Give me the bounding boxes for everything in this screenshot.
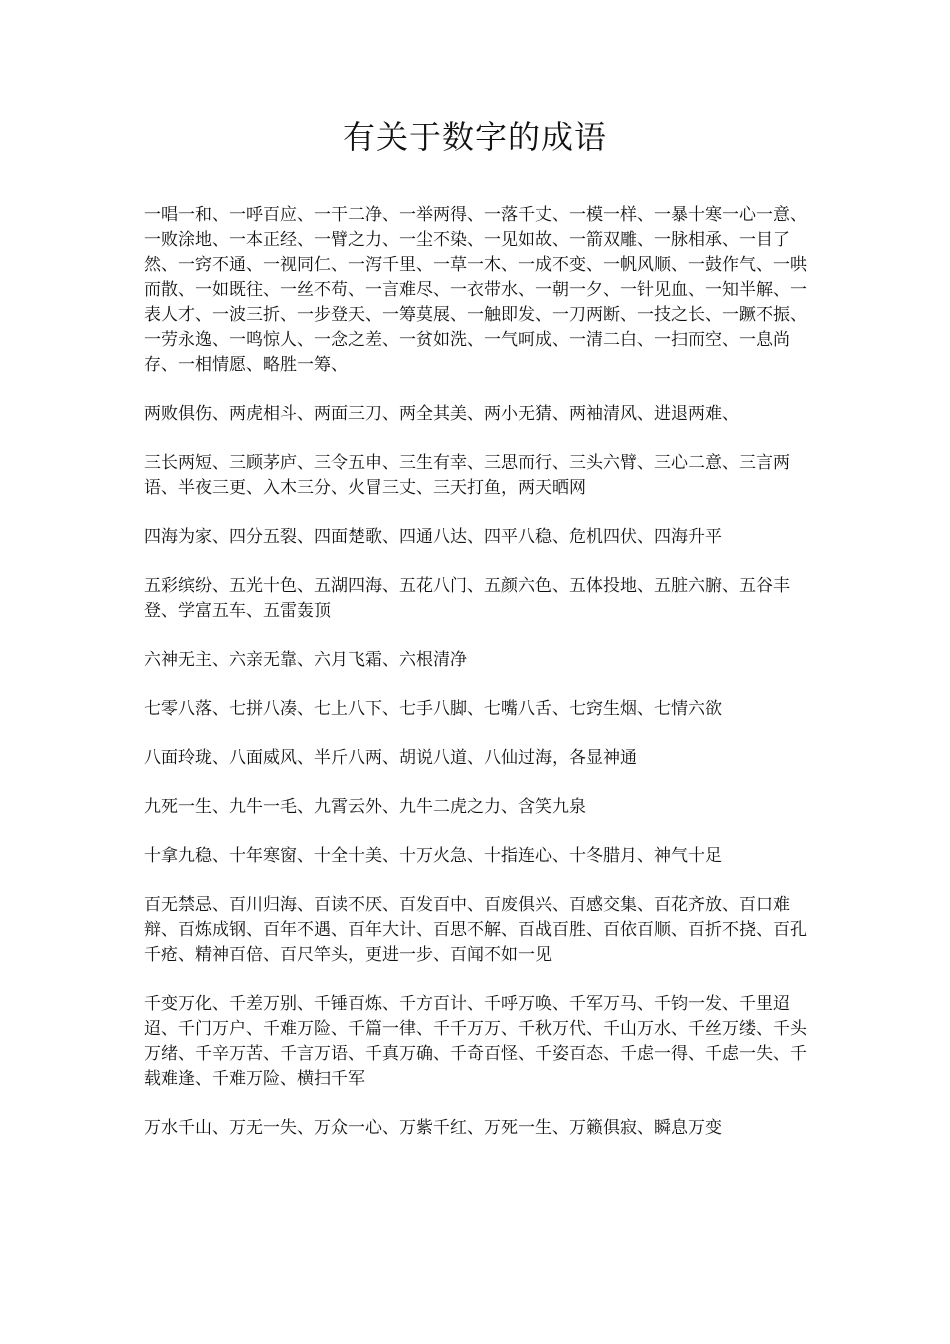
paragraph-three: 三长两短、三顾茅庐、三令五申、三生有幸、三思而行、三头六臂、三心二意、三言两语、半夜三更、入木三分、火冒三丈、三天打鱼，两天晒网 bbox=[144, 453, 790, 498]
document-body bbox=[144, 203, 816, 1165]
paragraph-ten-thousand: 万水千山、万无一失、万众一心、万紫千红、万死一生、万籁俱寂、瞬息万变 bbox=[144, 1118, 722, 1138]
paragraph-hundred: 百无禁忌、百川归海、百读不厌、百发百中、百废俱兴、百感交集、百花齐放、百口难辩、百炼成钢、百年不遇、百年大计、百思不解、百战百胜、百依百顺、百折不挠、百孔千疮、精神百倍、百尺竿头，更进一步、百闻不如一见 bbox=[144, 895, 807, 965]
paragraph-one: 一唱一和、一呼百应、一干二净、一举两得、一落千丈、一模一样、一暴十寒一心一意、一败涂地、一本正经、一臂之力、一尘不染、一见如故、一箭双雕、一脉相承、一目了然、一窍不通、一视同仁、一泻千里、一草一木、一成不变、一帆风顺、一鼓作气、一哄而散、一如既往、一丝不苟、一言难尽、一衣带水、一朝一夕、一针见血、一知半解、一表人才、一波三折、一步登天、一筹莫展、一触即发、一刀两断、一技之长、一蹶不振、一劳永逸、一鸣惊人、一念之差、一贫如洗、一气呵成、一清二白、一扫而空、一息尚存、一相情愿、略胜一筹、 bbox=[144, 205, 807, 375]
paragraph-eight: 八面玲珑、八面威风、半斤八两、胡说八道、八仙过海，各显神通 bbox=[144, 748, 637, 768]
page-title: 有关于数字的成语 bbox=[342, 118, 607, 156]
paragraph-seven: 七零八落、七拼八凑、七上八下、七手八脚、七嘴八舌、七窍生烟、七情六欲 bbox=[144, 699, 722, 719]
paragraph-two: 两败俱伤、两虎相斗、两面三刀、两全其美、两小无猜、两袖清风、进退两难、 bbox=[144, 404, 739, 424]
paragraph-thousand: 千变万化、千差万别、千锤百炼、千方百计、千呼万唤、千军万马、千钧一发、千里迢迢、千门万户、千难万险、千篇一律、千千万万、千秋万代、千山万水、千丝万缕、千头万绪、千辛万苦、千言万语、千真万确、千奇百怪、千姿百态、千虑一得、千虑一失、千载难逢、千难万险、横扫千军 bbox=[144, 994, 807, 1089]
paragraph-four: 四海为家、四分五裂、四面楚歌、四通八达、四平八稳、危机四伏、四海升平 bbox=[144, 527, 722, 547]
paragraph-five: 五彩缤纷、五光十色、五湖四海、五花八门、五颜六色、五体投地、五脏六腑、五谷丰登、学富五车、五雷轰顶 bbox=[144, 576, 790, 621]
paragraph-nine: 九死一生、九牛一毛、九霄云外、九牛二虎之力、含笑九泉 bbox=[144, 797, 586, 817]
paragraph-six: 六神无主、六亲无靠、六月飞霜、六根清净 bbox=[144, 650, 467, 670]
paragraph-ten: 十拿九稳、十年寒窗、十全十美、十万火急、十指连心、十冬腊月、神气十足 bbox=[144, 846, 722, 866]
